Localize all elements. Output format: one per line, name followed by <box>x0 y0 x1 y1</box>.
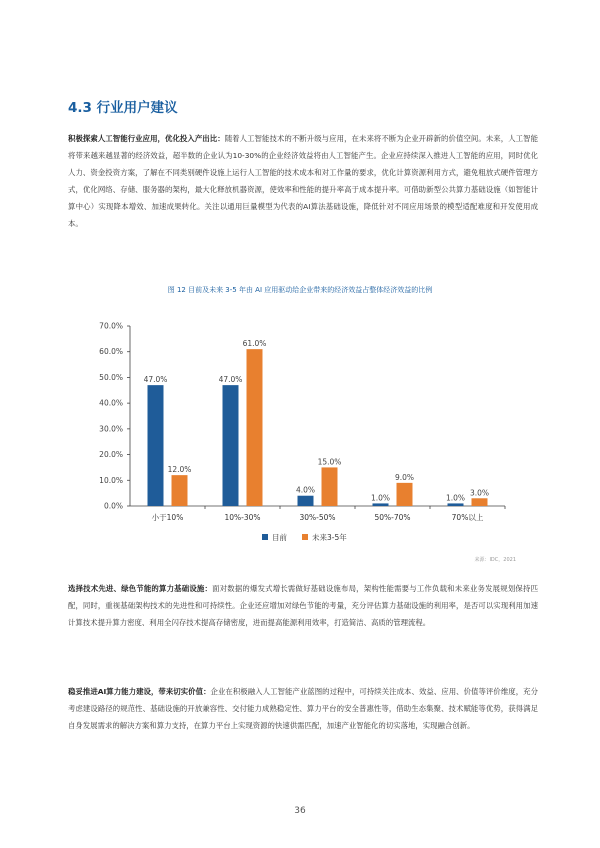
bar-current <box>148 385 164 506</box>
x-tick-label: 10%-30% <box>224 513 261 522</box>
legend-swatch <box>302 534 308 540</box>
page-number: 36 <box>294 806 306 816</box>
y-tick-label: 50.0% <box>99 372 123 382</box>
paragraph-body: 企业在积极融入人工智能产业蓝图的过程中，可持续关注成本、效益、应用、价值等评价维度，充分考虑建设路径的规范性、基础设施的开放兼容性、交付能力成熟稳定性、算力平台的安全普惠性等，借助生态集聚、技术赋能等优势，获得满足自身发展需求的解决方案和算力支持，在算力平台上实现资源的快速供需匹配，加速产业智能化的切实落地，实现融合创新。 <box>68 687 538 730</box>
y-tick-label: 30.0% <box>99 424 123 434</box>
y-tick-label: 60.0% <box>99 347 123 357</box>
figure-source: 来源：IDC，2021 <box>474 557 516 563</box>
y-tick-label: 0.0% <box>103 501 123 511</box>
legend-swatch <box>262 534 268 540</box>
section-title: 4.3 行业用户建议 <box>68 100 178 116</box>
data-label: 4.0% <box>295 485 316 495</box>
paragraph-lead: 积极探索人工智能行业应用，优化投入产出比： <box>68 134 225 143</box>
bar-current <box>298 496 314 506</box>
bar-current <box>223 385 239 506</box>
paragraph-body: 面对数据的爆发式增长需做好基础设施布局，架构性能需要与工作负载和未来业务发展规划保持匹配，同时，重视基础架构技术的先进性和可持续性。企业还应增加对绿色节能的考量，充分评估算力基础设施的利用率，是否可以实现利用加速计算技术提升算力密度、利用全闪存技术提高存储密度，进而提高能源利用效率，打造简洁、高质的管理流程。 <box>68 584 538 627</box>
bar-chart <box>0 300 600 552</box>
legend-label: 未来3-5年 <box>312 533 347 542</box>
y-tick-label: 40.0% <box>99 398 123 408</box>
y-tick-label: 20.0% <box>99 450 123 460</box>
paragraph-body: 随着人工智能技术的不断升级与应用，在未来将不断为企业开辟新的价值空间。未来，人工智能将带来越来越显著的经济效益，超半数的企业认为10-30%的企业经济效益将由人工智能产生。企业应持续深入推进人工智能的应用，同时优化人力、资金投资方案，了解在不同类别硬件设施上运行人工智能的技术成本和对工作量的要求，优化计算资源利用方式，避免粗放式硬件管理方式，优化网络、存储、服务器的架构，最大化释放机器资源，使效率和性能的提升率高于成本提升率。可借助新型公共算力基础设施（如智能计算中心）实现降本增效、加速成果转化。关注以通用巨量模型为代表的AI算法基础设施，降低针对不同应用场景的模型适配难度和开发使用成本。 <box>68 134 538 228</box>
bar-future <box>472 498 488 506</box>
paragraph-infrastructure <box>68 580 538 631</box>
bar-future <box>247 349 263 506</box>
x-tick-label: 50%-70% <box>374 513 411 522</box>
bar-future <box>322 467 338 506</box>
paragraph-ai-application <box>68 130 538 232</box>
figure-title: 图 12 目前及未来 3-5 年由 AI 应用驱动给企业带来的经济效益占整体经济效益的比例 <box>167 286 433 294</box>
data-label: 47.0% <box>218 375 243 385</box>
data-label: 3.0% <box>469 488 490 498</box>
data-label: 61.0% <box>242 339 267 349</box>
bar-current <box>373 503 389 506</box>
legend-label: 目前 <box>272 533 287 542</box>
x-tick-label: 30%-50% <box>299 513 336 522</box>
x-tick-label: 小于10% <box>151 513 184 522</box>
paragraph-ai-compute <box>68 683 538 734</box>
data-label: 47.0% <box>143 375 168 385</box>
y-tick-label: 70.0% <box>99 321 123 331</box>
bar-future <box>172 475 188 506</box>
x-tick-label: 70%以上 <box>451 513 484 522</box>
data-label: 12.0% <box>167 465 192 475</box>
paragraph-lead: 稳妥推进AI算力能力建设，带来切实价值： <box>68 687 211 696</box>
bar-current <box>448 503 464 506</box>
data-label: 1.0% <box>445 493 466 503</box>
data-label: 1.0% <box>370 493 391 503</box>
data-label: 15.0% <box>317 457 342 467</box>
y-tick-label: 10.0% <box>99 475 123 485</box>
bar-future <box>397 483 413 506</box>
data-label: 9.0% <box>394 472 415 482</box>
paragraph-lead: 选择技术先进、绿色节能的算力基础设施： <box>68 584 213 593</box>
